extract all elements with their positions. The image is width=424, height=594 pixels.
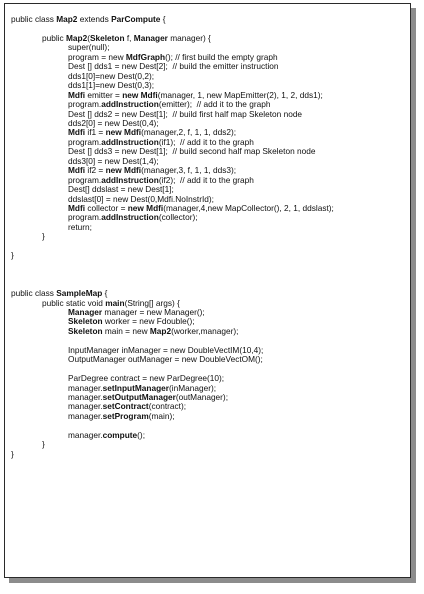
code-text: manager) { — [167, 32, 211, 43]
code-line — [42, 232, 45, 242]
code-keyword: new Mdfi — [105, 127, 142, 138]
code-text: } — [42, 231, 45, 242]
code-text: ( — [87, 32, 90, 43]
code-line — [68, 327, 238, 337]
code-keyword: main — [105, 297, 125, 308]
code-text: manager. — [68, 429, 103, 440]
code-text: worker = new Fdouble(); — [102, 316, 195, 327]
code-keyword: addInstruction — [101, 136, 159, 147]
code-keyword: Mdfi — [68, 203, 86, 213]
code-text: } — [11, 448, 14, 459]
code-text: dds3[0] = new Dest(1,4); — [68, 155, 159, 166]
code-text: (); — [137, 429, 146, 440]
code-text: (contract); — [148, 401, 187, 412]
code-keyword: setOutputManager — [102, 392, 176, 402]
code-keyword: SampleMap — [56, 288, 103, 299]
code-text: if1 = — [85, 127, 106, 138]
code-text: dds1[1]=new Dest(0,3); — [68, 80, 155, 91]
code-keyword: setContract — [102, 401, 149, 412]
code-text: public static void — [42, 297, 106, 308]
code-line — [42, 440, 45, 450]
code-text: (if2); // add it to the graph — [158, 174, 254, 185]
code-text: program. — [68, 99, 102, 110]
code-line — [11, 15, 166, 25]
code-text: if2 = — [85, 165, 106, 176]
code-text: (if1); // add it to the graph — [158, 136, 254, 147]
code-text: f, — [124, 32, 134, 43]
code-text: { — [102, 288, 108, 299]
code-text: (manager,3, f, 1, 1, dds3); — [141, 165, 237, 176]
code-keyword: Mdfi — [68, 165, 86, 176]
code-text: InputManager inManager = new DoubleVectIM(10,4); — [68, 344, 264, 355]
code-text: extends — [77, 14, 112, 24]
code-text: manager. — [68, 401, 103, 412]
code-text: program. — [68, 174, 102, 185]
code-text: program = new — [68, 51, 126, 62]
code-line — [11, 450, 14, 460]
code-text: public class — [11, 288, 57, 299]
code-text: (main); — [148, 410, 175, 421]
code-text: program. — [68, 136, 102, 147]
code-line — [11, 251, 14, 261]
code-keyword: setInputManager — [102, 382, 169, 393]
code-keyword: Skeleton — [68, 316, 103, 327]
code-text: OutputManager outManager = new DoubleVectOM(); — [68, 354, 263, 365]
code-text: program. — [68, 212, 102, 223]
code-line — [68, 412, 175, 422]
code-text: Dest [] dds1 = new Dest[2]; // build the emitter instruction — [68, 61, 279, 72]
code-keyword: new Mdfi — [105, 165, 142, 176]
code-text: dds2[0] = new Dest(0,4); — [68, 117, 159, 128]
code-text: emitter = — [85, 89, 123, 100]
code-keyword: compute — [102, 429, 138, 440]
code-keyword: MdfGraph — [125, 51, 166, 62]
code-text: dds1[0]=new Dest(0,2); — [68, 70, 155, 81]
code-keyword: new Mdfi — [127, 203, 164, 213]
code-text: Dest [] dds2 = new Dest[1]; // build first half map Skeleton node — [68, 108, 303, 119]
code-keyword: addInstruction — [101, 212, 159, 223]
code-text: (manager,2, f, 1, 1, dds2); — [141, 127, 237, 138]
code-text: } — [11, 250, 14, 261]
code-text: manager = new Manager(); — [102, 306, 205, 317]
code-text: { — [160, 14, 166, 24]
code-text: (inManager); — [168, 382, 217, 393]
code-keyword: Manager — [133, 32, 168, 43]
code-text: ddslast[0] = new Dest(0,Mdfi.NoInstrId); — [68, 193, 214, 204]
code-text: Dest [] dds3 = new Dest[1]; // build second half map Skeleton node — [68, 146, 316, 157]
code-keyword: addInstruction — [101, 174, 159, 185]
code-text: public class — [11, 14, 57, 24]
code-line — [68, 355, 263, 365]
code-line — [68, 431, 145, 441]
code-text: manager. — [68, 382, 103, 393]
code-keyword: Map2 — [56, 14, 78, 24]
code-text: (String[] args) { — [124, 297, 180, 308]
code-keyword: new Mdfi — [122, 89, 158, 100]
code-text: ParDegree contract = new ParDegree(10); — [68, 373, 225, 384]
code-keyword: Manager — [68, 306, 103, 317]
code-keyword: Mdfi — [68, 89, 86, 100]
code-text: (worker,manager); — [171, 325, 239, 336]
code-text: manager. — [68, 392, 103, 402]
code-keyword: Skeleton — [89, 32, 125, 43]
code-text: (emitter); // add it to the graph — [158, 99, 271, 110]
code-text: super(null); — [68, 42, 110, 53]
code-text: (); // first build the empty graph — [165, 51, 278, 62]
code-text: Dest[] ddslast = new Dest[1]; — [68, 184, 174, 195]
code-text: main = new — [102, 325, 150, 336]
code-keyword: Skeleton — [68, 325, 103, 336]
code-keyword: Map2 — [65, 32, 88, 43]
code-text: manager. — [68, 410, 103, 421]
code-keyword: Map2 — [149, 325, 172, 336]
code-text: (collector); — [158, 212, 198, 223]
code-text: return; — [68, 221, 92, 232]
code-text: collector = — [85, 203, 128, 213]
code-text: (manager, 1, new MapEmitter(2), 1, 2, dds1); — [157, 89, 323, 100]
code-text: public — [42, 32, 66, 43]
code-listing-frame — [4, 3, 411, 578]
code-keyword: Mdfi — [68, 127, 86, 138]
code-text: } — [42, 439, 45, 450]
code-keyword: addInstruction — [101, 99, 159, 110]
code-line — [68, 223, 92, 233]
code-text: (manager,4,new MapCollector(), 2, 1, ddslast); — [163, 203, 334, 213]
code-text: (outManager); — [175, 392, 229, 402]
code-keyword: setProgram — [102, 410, 149, 421]
code-keyword: ParCompute — [111, 14, 161, 24]
